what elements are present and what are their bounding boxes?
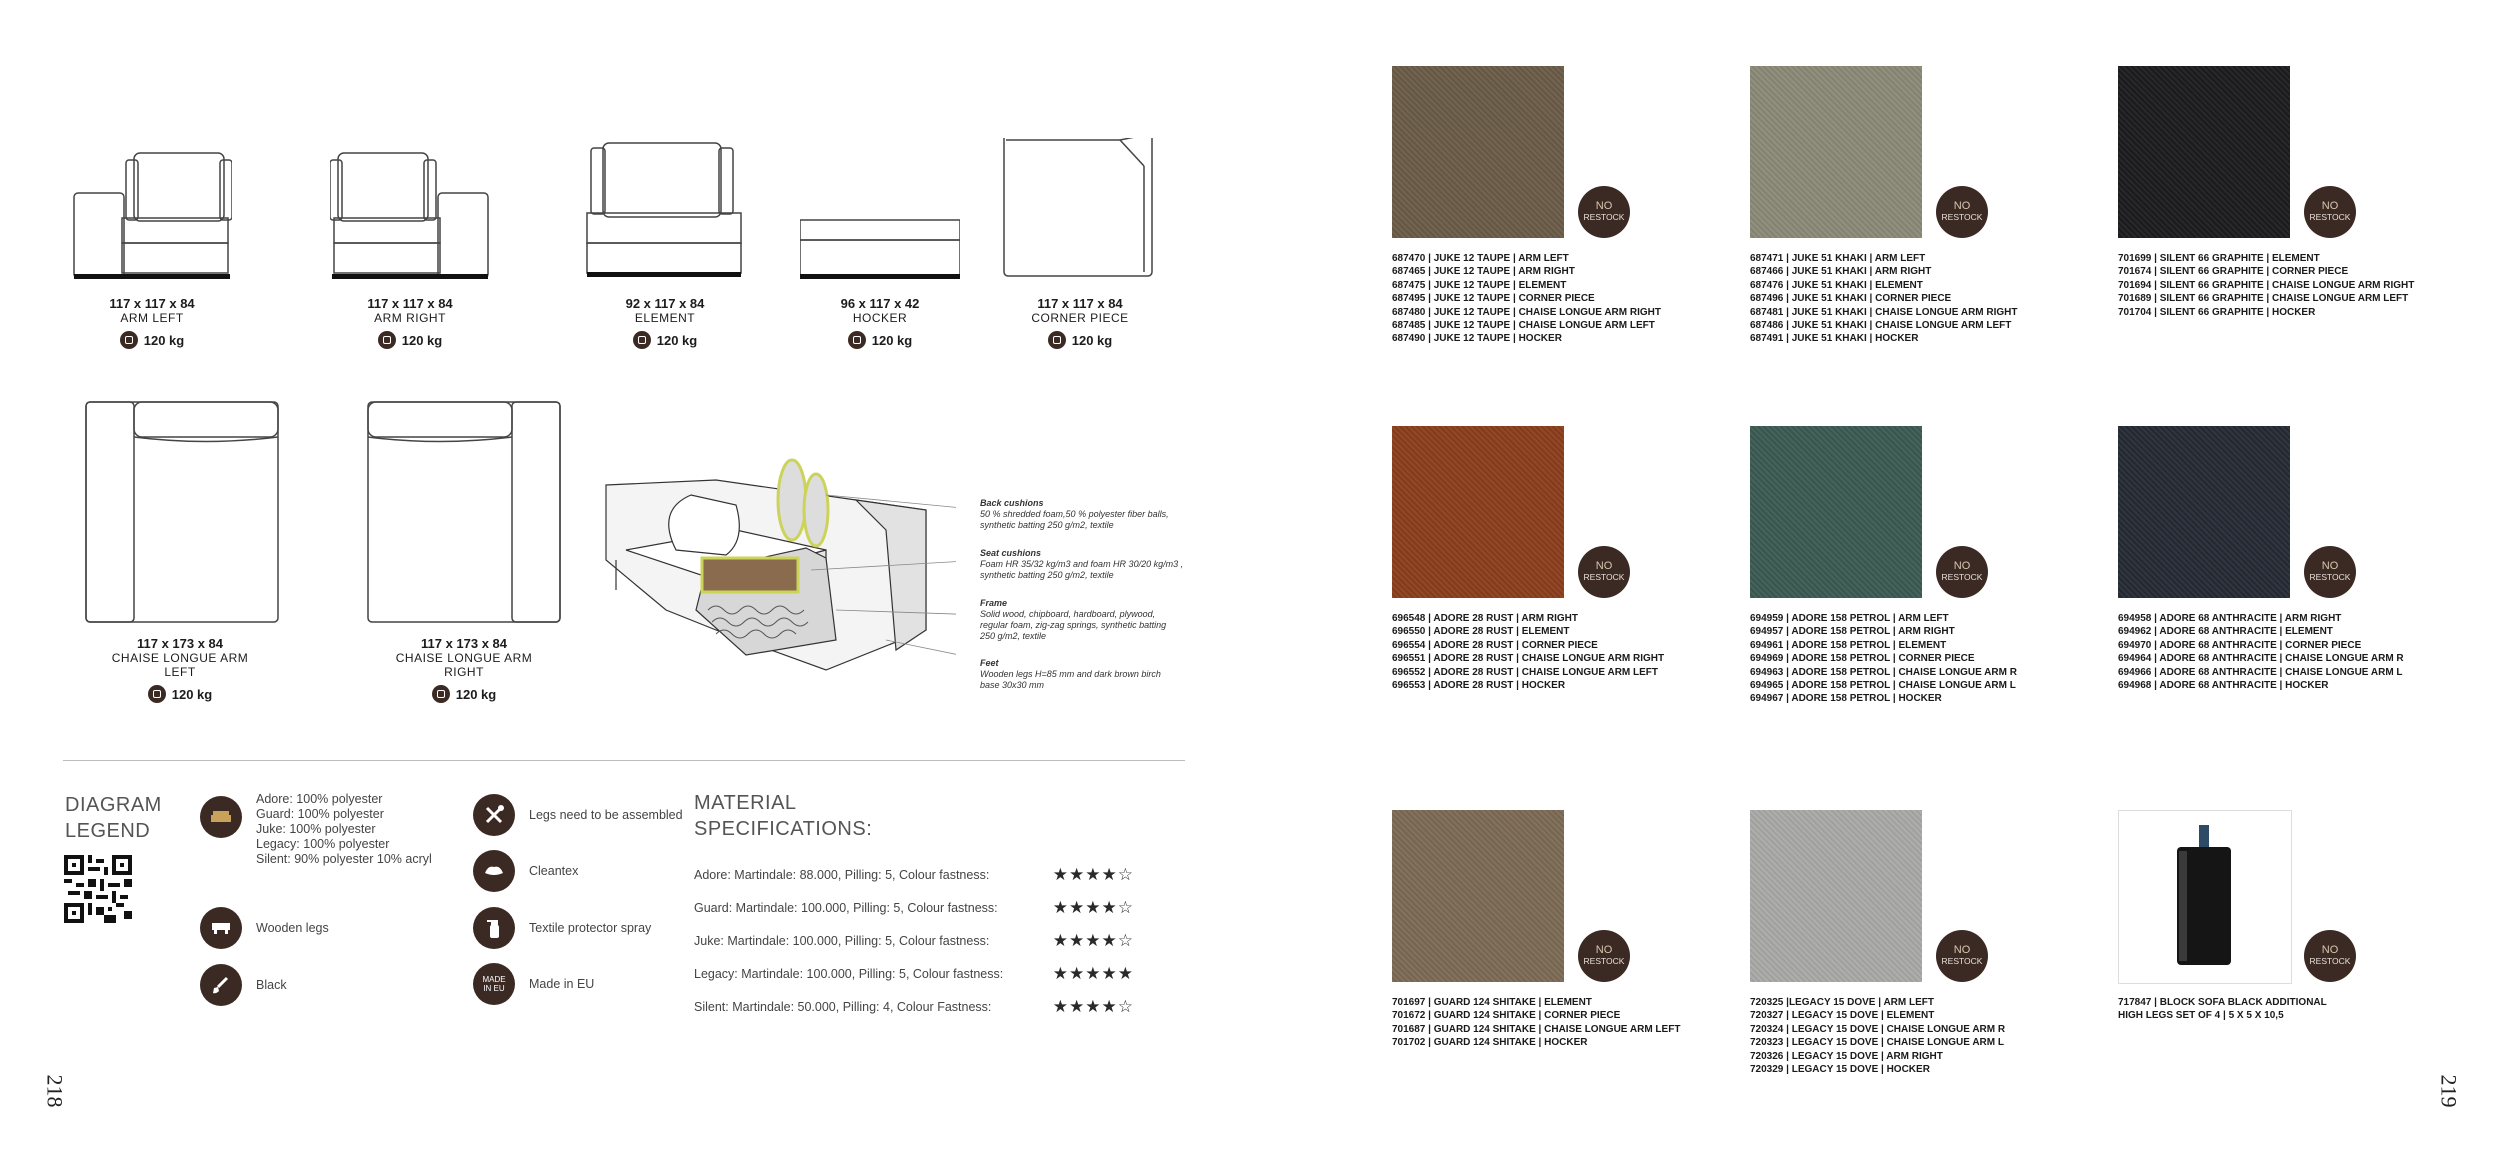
article-code-line: 696551 | ADORE 28 RUST | CHAISE LONGUE ARM RIGHT: [1392, 653, 1665, 665]
product-name: HOCKER: [852, 311, 908, 325]
corner-piece-drawing: [1000, 138, 1160, 288]
no-restock-badge: NO RESTOCK: [1936, 186, 1988, 238]
product-dimensions: 117 x 117 x 84: [367, 296, 453, 311]
spec-row-legacy: Legacy: Martindale: 100.000, Pilling: 5, Colour fastness: ★★★★★: [694, 964, 1134, 984]
product-arm-left: [72, 138, 232, 349]
no-restock-badge: NO RESTOCK: [2304, 186, 2356, 238]
article-code-line: 687475 | JUKE 12 TAUPE | ELEMENT: [1392, 279, 1567, 291]
article-code-line: 720327 | LEGACY 15 DOVE | ELEMENT: [1750, 1010, 1935, 1022]
article-code-list: [1750, 252, 2018, 346]
legend-label: Textile protector spray: [529, 921, 652, 935]
product-name: ARM LEFT: [120, 311, 184, 325]
article-code-line: 701702 | GUARD 124 SHITAKE | HOCKER: [1392, 1037, 1588, 1049]
fabric-swatch: [1750, 66, 1922, 238]
article-code-line: 687471 | JUKE 51 KHAKI | ARM LEFT: [1750, 253, 1926, 264]
seat-cushions-label: Seat cushions Foam HR 35/32 kg/m3 and foam HR 30/20 kg/m3 , synthetic batting 250 g/m2, textile: [980, 548, 1184, 580]
article-code-line: 687476 | JUKE 51 KHAKI | ELEMENT: [1750, 279, 1923, 291]
sofa-leg-image: [2119, 811, 2291, 983]
cleantex-icon: [473, 850, 515, 892]
product-name: ELEMENT: [634, 311, 696, 325]
legend-label: Wooden legs: [256, 921, 329, 935]
article-code-line: 701694 | SILENT 66 GRAPHITE | CHAISE LONGUE ARM RIGHT: [2118, 279, 2415, 291]
article-code-list: [1392, 996, 1680, 1050]
product-dimensions: 117 x 117 x 84: [109, 296, 195, 311]
product-weight: 120 kg: [585, 331, 745, 349]
article-code-line: HIGH LEGS SET OF 4 | 5 X 5 X 10,5: [2118, 1010, 2284, 1022]
fabric-swatch: [1392, 66, 1564, 238]
fabric-line: Juke: 100% polyester: [256, 822, 376, 836]
no-restock-badge: NO RESTOCK: [1578, 546, 1630, 598]
sofa-icon: [200, 796, 242, 838]
chaise-left-drawing: [80, 398, 280, 628]
product-weight: 120 kg: [330, 331, 490, 349]
qr-code: [64, 855, 132, 923]
weight-icon: [378, 331, 396, 349]
article-code-line: 687470 | JUKE 12 TAUPE | ARM LEFT: [1392, 253, 1569, 264]
section-divider: [63, 760, 1185, 761]
article-code-line: 694964 | ADORE 68 ANTHRACITE | CHAISE LONGUE ARM R: [2118, 653, 2404, 665]
diagram-legend-title: DIAGRAM LEGEND: [65, 794, 162, 842]
page-number-left: 218: [42, 1074, 68, 1108]
article-code-line: 694967 | ADORE 158 PETROL | HOCKER: [1750, 693, 1942, 705]
construction-diagram: [596, 440, 956, 700]
article-code-line: 694970 | ADORE 68 ANTHRACITE | CORNER PIECE: [2118, 639, 2362, 651]
no-restock-badge: NO RESTOCK: [2304, 930, 2356, 982]
hocker-drawing: [800, 138, 960, 288]
article-code-list: [2118, 252, 2414, 319]
legend-wooden-legs: [200, 907, 329, 949]
article-code-line: 687496 | JUKE 51 KHAKI | CORNER PIECE: [1750, 293, 1952, 305]
article-code-line: 694969 | ADORE 158 PETROL | CORNER PIECE: [1750, 653, 1975, 665]
article-code-line: 701704 | SILENT 66 GRAPHITE | HOCKER: [2118, 306, 2316, 318]
tools-icon: [473, 794, 515, 836]
made-in-eu-icon: MADE IN EU: [473, 963, 515, 1005]
product-name: CHAISE LONGUE ARM LEFT: [111, 651, 249, 679]
fabric-swatch: [2118, 66, 2290, 238]
article-code-line: 701697 | GUARD 124 SHITAKE | ELEMENT: [1392, 997, 1592, 1008]
article-code-line: 694962 | ADORE 68 ANTHRACITE | ELEMENT: [2118, 626, 2333, 638]
weight-icon: [1048, 331, 1066, 349]
frame-label: Frame Solid wood, chipboard, hardboard, plywood, regular foam, zig-zag springs, synthetic batting 250 g/m2, textile: [980, 598, 1167, 641]
article-code-line: 694961 | ADORE 158 PETROL | ELEMENT: [1750, 639, 1947, 651]
page-number-right: 219: [2436, 1074, 2462, 1108]
article-code-line: 694965 | ADORE 158 PETROL | CHAISE LONGUE ARM L: [1750, 680, 2016, 692]
article-code-line: 694968 | ADORE 68 ANTHRACITE | HOCKER: [2118, 680, 2329, 692]
material-specifications-title: MATERIAL SPECIFICATIONS:: [694, 792, 873, 840]
product-arm-right: [330, 138, 490, 349]
article-code-line: 694958 | ADORE 68 ANTHRACITE | ARM RIGHT: [2118, 613, 2342, 624]
fabric-swatch: [1392, 810, 1564, 982]
article-code-list: [1392, 612, 1664, 692]
article-code-line: 720326 | LEGACY 15 DOVE | ARM RIGHT: [1750, 1050, 1943, 1062]
product-name: CORNER PIECE: [1031, 311, 1129, 325]
article-code-line: 694957 | ADORE 158 PETROL | ARM RIGHT: [1750, 626, 1955, 638]
spec-row-juke: Juke: Martindale: 100.000, Pilling: 5, Colour fastness: ★★★★☆: [694, 931, 1134, 951]
weight-icon: [120, 331, 138, 349]
article-code-line: 696548 | ADORE 28 RUST | ARM RIGHT: [1392, 613, 1579, 624]
article-code-line: 696553 | ADORE 28 RUST | HOCKER: [1392, 680, 1566, 692]
fabric-line: Adore: 100% polyester: [256, 792, 383, 806]
rating-stars: ★★★★☆: [1052, 865, 1134, 885]
article-code-list: [2118, 996, 2327, 1023]
article-code-line: 694963 | ADORE 158 PETROL | CHAISE LONGUE ARM R: [1750, 666, 2017, 678]
article-code-line: 720323 | LEGACY 15 DOVE | CHAISE LONGUE ARM L: [1750, 1037, 2004, 1049]
article-code-list: [1750, 996, 2005, 1076]
article-code-line: 694966 | ADORE 68 ANTHRACITE | CHAISE LONGUE ARM L: [2118, 666, 2403, 678]
article-code-line: 701699 | SILENT 66 GRAPHITE | ELEMENT: [2118, 253, 2320, 264]
element-drawing: [585, 138, 745, 288]
article-code-line: 696554 | ADORE 28 RUST | CORNER PIECE: [1392, 639, 1598, 651]
article-code-line: 717847 | BLOCK SOFA BLACK ADDITIONAL: [2118, 997, 2327, 1008]
weight-icon: [148, 685, 166, 703]
legend-label: Black: [256, 978, 287, 992]
product-dimensions: 117 x 173 x 84: [420, 636, 508, 651]
article-code-line: 701672 | GUARD 124 SHITAKE | CORNER PIECE: [1392, 1010, 1621, 1022]
article-code-line: 720325 |LEGACY 15 DOVE | ARM LEFT: [1750, 997, 1934, 1008]
article-code-list: [1750, 612, 2017, 706]
product-name: CHAISE LONGUE ARM RIGHT: [395, 651, 533, 679]
fabric-line: Guard: 100% polyester: [256, 807, 384, 821]
article-code-line: 694959 | ADORE 158 PETROL | ARM LEFT: [1750, 613, 1949, 624]
legend-cleantex: [473, 850, 578, 892]
article-code-line: 687491 | JUKE 51 KHAKI | HOCKER: [1750, 333, 1919, 345]
weight-icon: [848, 331, 866, 349]
article-code-line: 687480 | JUKE 12 TAUPE | CHAISE LONGUE ARM RIGHT: [1392, 306, 1661, 318]
fabric-swatch: [1750, 810, 1922, 982]
product-hocker: [800, 138, 960, 349]
legend-label: Made in EU: [529, 977, 595, 991]
feet-label: Feet Wooden legs H=85 mm and dark brown birch base 30x30 mm: [980, 658, 1161, 690]
product-dimensions: 117 x 173 x 84: [136, 636, 224, 651]
article-code-line: 687490 | JUKE 12 TAUPE | HOCKER: [1392, 333, 1562, 345]
weight-icon: [633, 331, 651, 349]
product-dimensions: 117 x 117 x 84: [1037, 296, 1123, 311]
product-weight: 120 kg: [72, 331, 232, 349]
legend-made-in-eu: [473, 963, 594, 1005]
legend-label: Cleantex: [529, 864, 579, 878]
article-code-line: 687495 | JUKE 12 TAUPE | CORNER PIECE: [1392, 293, 1595, 305]
legend-black: [200, 964, 287, 1006]
fabric-swatch: [2118, 426, 2290, 598]
rating-stars: ★★★★☆: [1052, 997, 1134, 1017]
product-dimensions: 96 x 117 x 42: [840, 296, 920, 311]
article-code-line: 701674 | SILENT 66 GRAPHITE | CORNER PIECE: [2118, 266, 2349, 278]
wooden-legs-icon: [200, 907, 242, 949]
product-chaise-longue-arm-left: [80, 398, 280, 703]
legend-fabric: [200, 792, 432, 867]
product-dimensions: 92 x 117 x 84: [625, 296, 705, 311]
product-corner-piece: [1000, 138, 1160, 349]
back-cushions-label: Back cushions 50 % shredded foam,50 % polyester fiber balls, synthetic batting 250 g/m2, textile: [980, 498, 1169, 530]
rating-stars: ★★★★★: [1052, 964, 1134, 984]
article-code-line: 696550 | ADORE 28 RUST | ELEMENT: [1392, 626, 1570, 638]
legend-assembly: [473, 794, 683, 836]
article-code-list: [2118, 612, 2404, 692]
rating-stars: ★★★★☆: [1052, 931, 1134, 951]
fabric-line: Legacy: 100% polyester: [256, 837, 390, 851]
article-code-line: 696552 | ADORE 28 RUST | CHAISE LONGUE ARM LEFT: [1392, 666, 1659, 678]
product-weight: 120 kg: [1000, 331, 1160, 349]
article-code-line: 687485 | JUKE 12 TAUPE | CHAISE LONGUE ARM LEFT: [1392, 320, 1655, 332]
article-code-line: 701687 | GUARD 124 SHITAKE | CHAISE LONGUE ARM LEFT: [1392, 1023, 1681, 1035]
article-code-line: 720324 | LEGACY 15 DOVE | CHAISE LONGUE ARM R: [1750, 1023, 2006, 1035]
product-chaise-longue-arm-right: [364, 398, 564, 703]
product-weight: 120 kg: [800, 331, 960, 349]
product-weight: 120 kg: [80, 685, 280, 703]
rating-stars: ★★★★☆: [1052, 898, 1134, 918]
no-restock-badge: NO RESTOCK: [2304, 546, 2356, 598]
fabric-swatch: [1750, 426, 1922, 598]
weight-icon: [432, 685, 450, 703]
spec-row-adore: Adore: Martindale: 88.000, Pilling: 5, Colour fastness: ★★★★☆: [694, 865, 1134, 885]
article-code-line: 720329 | LEGACY 15 DOVE | HOCKER: [1750, 1064, 1930, 1076]
spec-row-silent: Silent: Martindale: 50.000, Pilling: 4, Colour Fastness: ★★★★☆: [694, 997, 1134, 1017]
chaise-right-drawing: [364, 398, 564, 628]
spray-icon: [473, 907, 515, 949]
article-code-line: 687466 | JUKE 51 KHAKI | ARM RIGHT: [1750, 266, 1932, 278]
product-name: ARM RIGHT: [374, 311, 446, 325]
fabric-swatch: [1392, 426, 1564, 598]
fabric-line: Silent: 90% polyester 10% acryl: [256, 852, 432, 866]
product-element: [585, 138, 745, 349]
article-code-line: 687486 | JUKE 51 KHAKI | CHAISE LONGUE ARM LEFT: [1750, 320, 2012, 332]
brush-icon: [200, 964, 242, 1006]
article-code-list: [1392, 252, 1661, 346]
no-restock-badge: NO RESTOCK: [1578, 186, 1630, 238]
no-restock-badge: NO RESTOCK: [1578, 930, 1630, 982]
no-restock-badge: NO RESTOCK: [1936, 930, 1988, 982]
no-restock-badge: NO RESTOCK: [1936, 546, 1988, 598]
arm-left-drawing: [72, 138, 232, 288]
article-code-line: 687465 | JUKE 12 TAUPE | ARM RIGHT: [1392, 266, 1575, 278]
article-code-line: 687481 | JUKE 51 KHAKI | CHAISE LONGUE ARM RIGHT: [1750, 306, 2018, 318]
arm-right-drawing: [330, 138, 490, 288]
legend-spray: [473, 907, 651, 949]
article-code-line: 701689 | SILENT 66 GRAPHITE | CHAISE LONGUE ARM LEFT: [2118, 293, 2409, 305]
fabric-swatch: [2118, 810, 2292, 984]
product-weight: 120 kg: [364, 685, 564, 703]
spec-row-guard: Guard: Martindale: 100.000, Pilling: 5, Colour fastness: ★★★★☆: [694, 898, 1134, 918]
legend-label: Legs need to be assembled: [529, 808, 683, 822]
